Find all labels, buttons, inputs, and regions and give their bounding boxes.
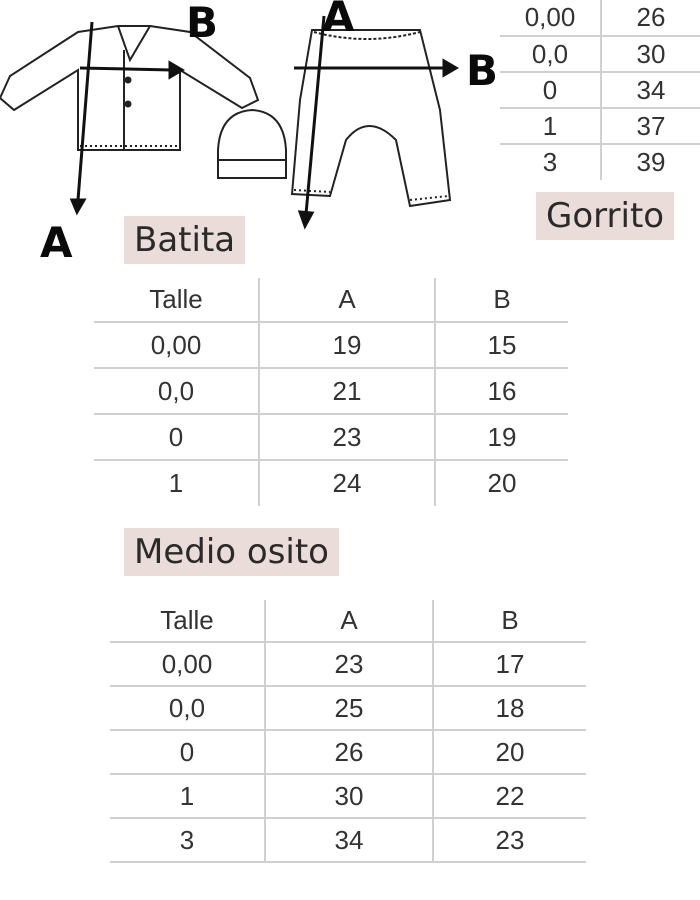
value-cell: 26: [601, 0, 700, 36]
table-header-row: [94, 278, 568, 322]
gorrito-label: Gorrito: [536, 192, 674, 240]
b-cell: 22: [433, 774, 586, 818]
batita-table: [94, 278, 568, 506]
a-cell: 21: [259, 368, 435, 414]
table-row: [500, 36, 700, 72]
b-cell: 20: [435, 460, 568, 506]
talle-cell: 0,00: [150, 329, 202, 360]
talle-cell: 0,0: [157, 375, 195, 406]
header-cell: Talle: [149, 284, 203, 314]
a-cell: 26: [265, 730, 433, 774]
talle-cell: 0,00: [524, 2, 576, 32]
a-cell: 24: [259, 460, 435, 506]
header-cell: Talle: [160, 605, 214, 635]
talle-cell: 0,0: [531, 38, 569, 69]
jacket-icon: [0, 26, 258, 150]
talle-cell: 1: [542, 110, 558, 141]
b-cell: 23: [433, 818, 586, 862]
header-cell: B: [433, 600, 586, 642]
table-header-row: [110, 600, 586, 642]
value-cell: 34: [601, 72, 700, 108]
talle-cell: 1: [168, 468, 184, 498]
jacket-width-letter: B: [186, 0, 219, 47]
value-cell: 39: [601, 144, 700, 180]
table-row: [110, 818, 586, 862]
talle-cell: 0: [179, 736, 195, 767]
a-cell: 30: [265, 774, 433, 818]
table-row: [94, 460, 568, 506]
a-cell: 23: [259, 414, 435, 460]
b-cell: 15: [435, 322, 568, 368]
pants-width-letter: B: [466, 46, 499, 95]
a-cell: 19: [259, 322, 435, 368]
table-row: [110, 730, 586, 774]
table-row: [110, 686, 586, 730]
gorrito-table: [500, 0, 700, 180]
table-row: [500, 108, 700, 144]
b-cell: 16: [435, 368, 568, 414]
talle-cell: 1: [179, 780, 195, 811]
table-row: [94, 368, 568, 414]
b-cell: 18: [433, 686, 586, 730]
medio-osito-table: [110, 600, 586, 863]
table-row: [94, 322, 568, 368]
b-cell: 19: [435, 414, 568, 460]
talle-cell: 3: [179, 824, 195, 855]
table-row: [110, 642, 586, 686]
talle-cell: 0,00: [161, 648, 213, 679]
batita-label: Batita: [124, 216, 245, 264]
value-cell: 30: [601, 36, 700, 72]
b-cell: 20: [433, 730, 586, 774]
a-cell: 23: [265, 642, 433, 686]
talle-cell: 0: [168, 421, 184, 452]
header-cell: A: [265, 600, 433, 642]
jacket-length-letter: A: [40, 218, 73, 267]
medio-osito-label: Medio osito: [124, 528, 339, 576]
talle-cell: 3: [542, 147, 558, 177]
table-row: [94, 414, 568, 460]
table-row: [110, 774, 586, 818]
talle-cell: 0: [542, 74, 558, 105]
b-cell: 17: [433, 642, 586, 686]
table-row: [500, 0, 700, 36]
table-row: [500, 144, 700, 180]
table-row: [500, 72, 700, 108]
a-cell: 34: [265, 818, 433, 862]
value-cell: 37: [601, 108, 700, 144]
header-cell: A: [259, 278, 435, 322]
a-cell: 25: [265, 686, 433, 730]
hat-icon: [218, 110, 286, 178]
pants-length-letter: A: [322, 0, 355, 41]
header-cell: B: [435, 278, 568, 322]
talle-cell: 0,0: [168, 692, 206, 723]
